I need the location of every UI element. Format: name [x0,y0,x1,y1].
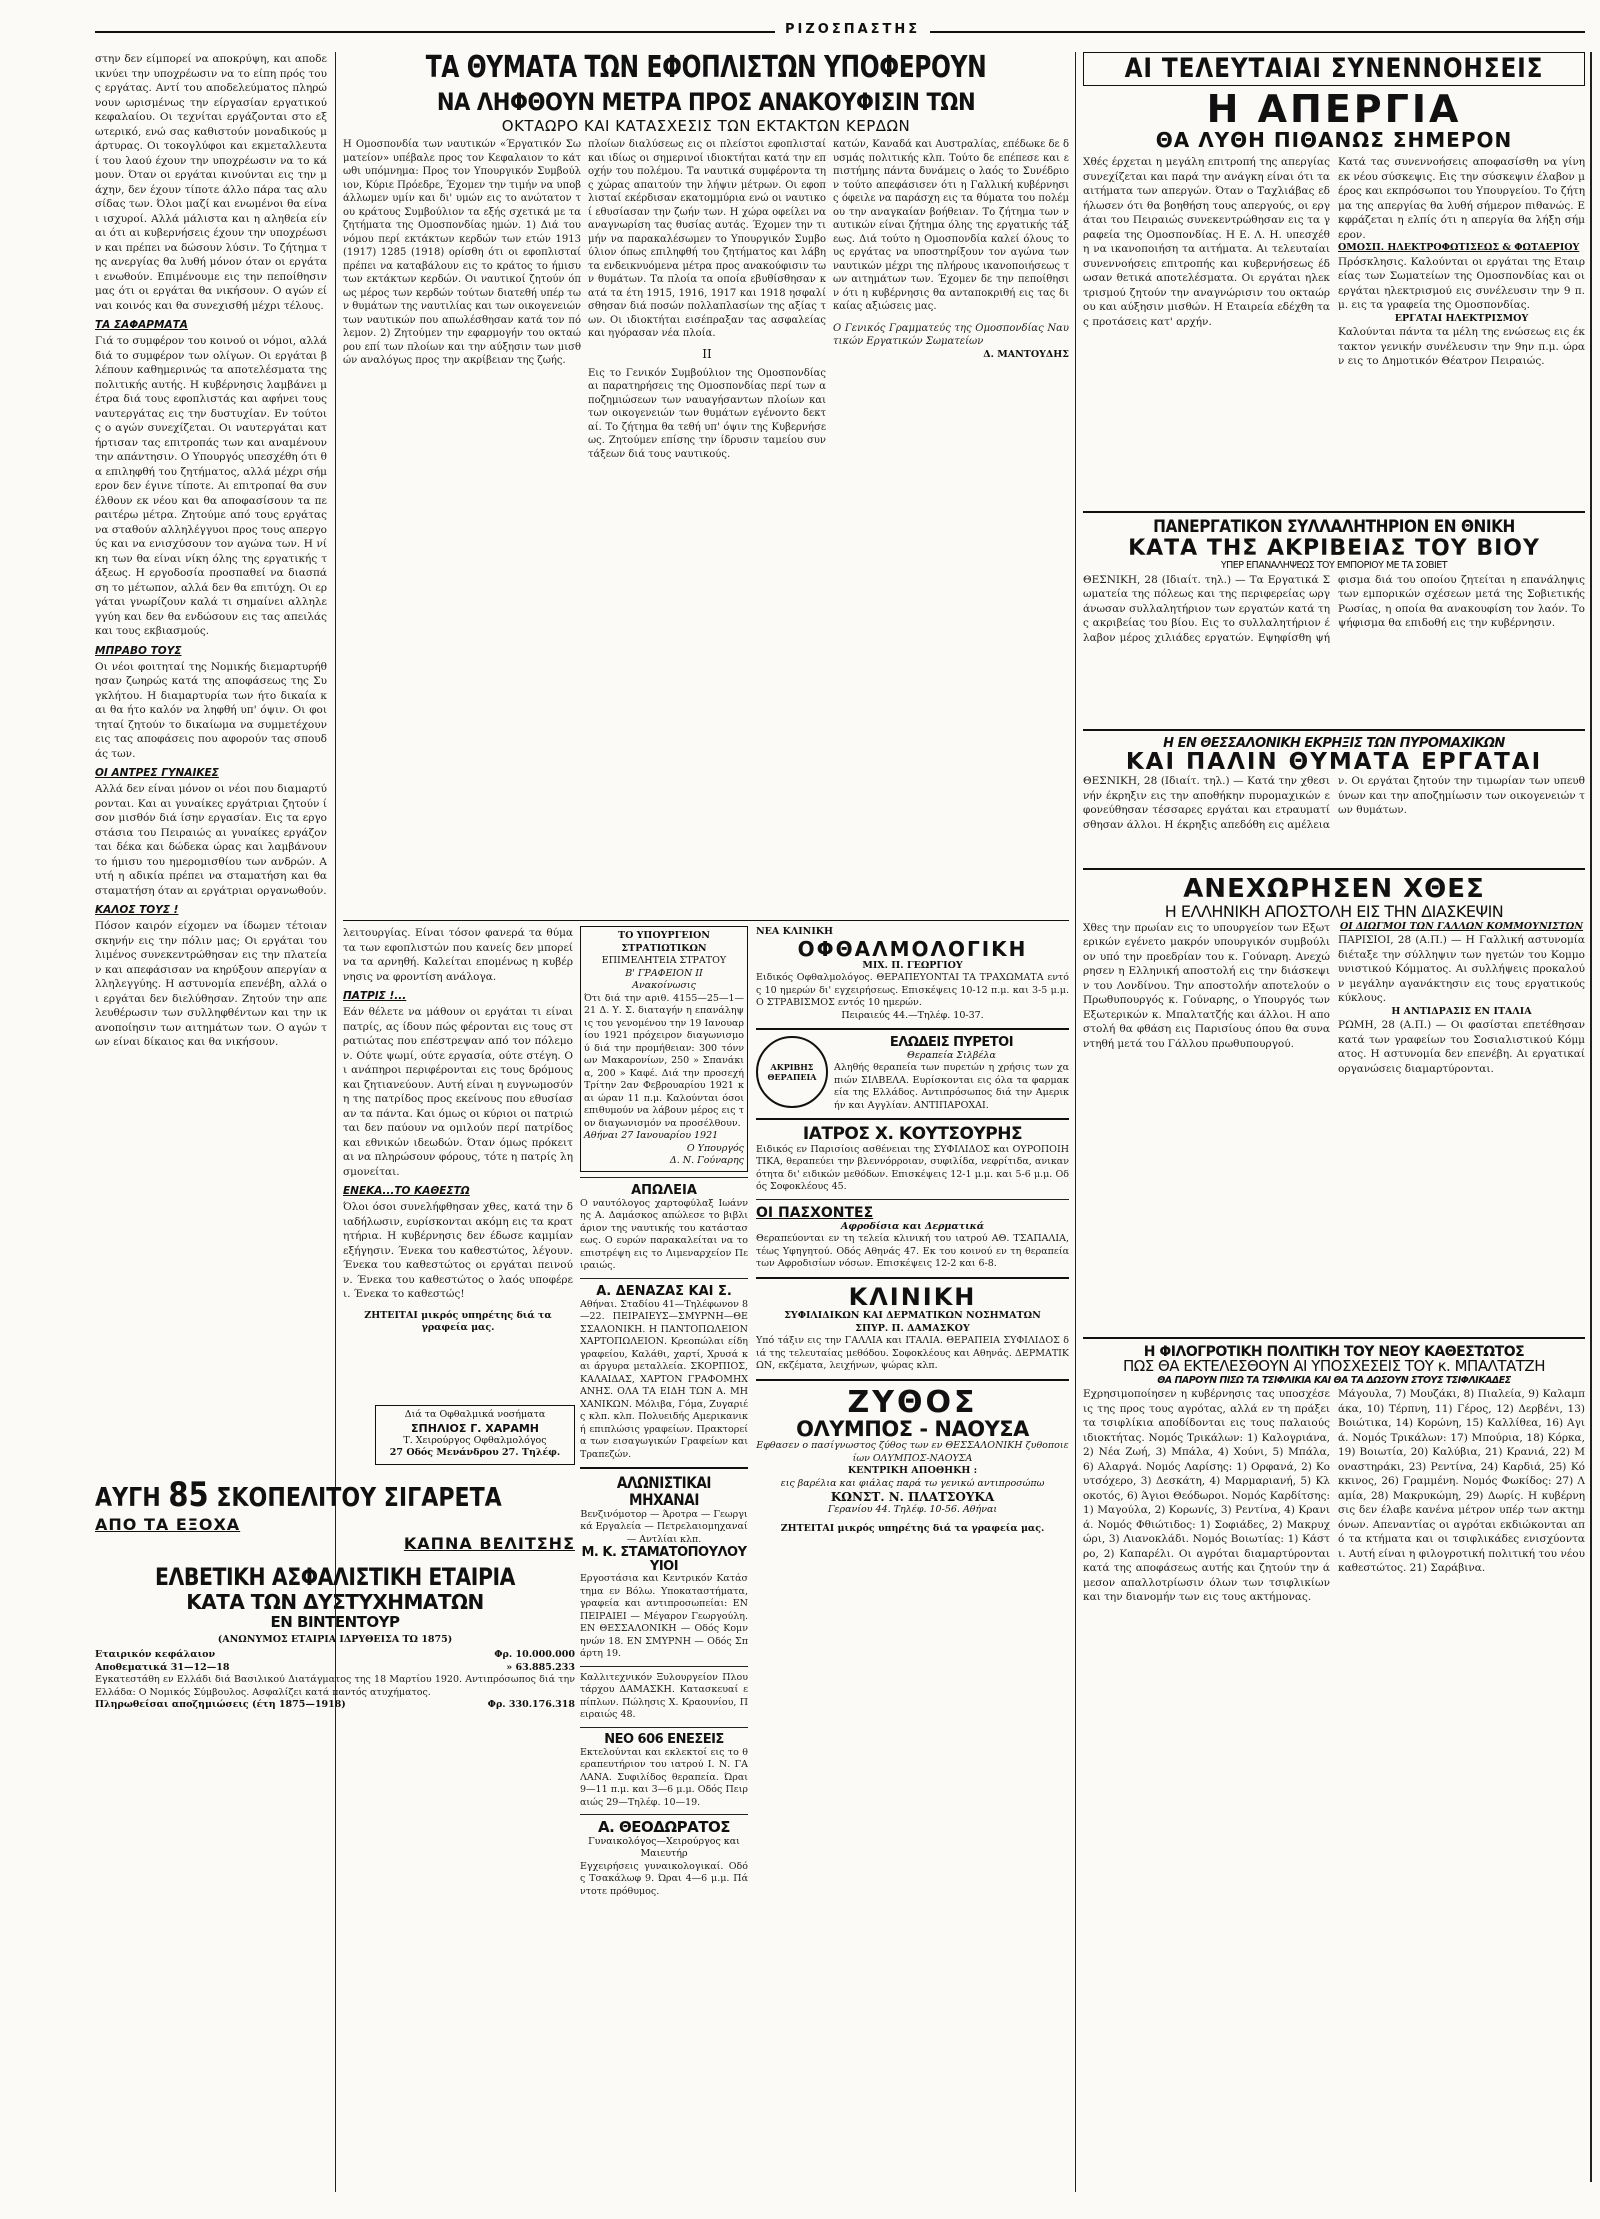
ad-clinic-sub: ΣΥΦΙΛΙΔΙΚΩΝ ΚΑΙ ΔΕΡΜΑΤΙΚΩΝ ΝΟΣΗΜΑΤΩΝ [784,1310,1041,1322]
section-heading: ΤΑ ΣΑΦΑΡΜΑΤΑ [95,319,188,331]
ad-theodoratos-sub: Γυναικολόγος—Χειρούργος και Μαιευτήρ [588,1835,740,1860]
ad-brand: ΑΥΓΗ [95,1483,161,1513]
ad-theodoratos-title: Α. ΘΕΟΔΩΡΑΤΟΣ [598,1818,730,1837]
paid-label: Πληρωθείσαι αποζημιώσεις (έτη 1875—1918) [95,1699,346,1711]
masthead [95,22,1585,42]
divider [343,920,1069,921]
headline-title: ΤΑ ΘΥΜΑΤΑ ΤΩΝ ΕΦΟΠΛΙΣΤΩΝ ΥΠΟΦΕΡΟΥΝ [425,52,987,85]
ad-title-2: ΚΑΤΑ ΤΩΝ ΔΥΣΤΥΧΗΜΑΤΩΝ [186,1590,484,1615]
article-text: ΠΑΡΙΣΙΟΙ, 28 (Α.Π.) — Η Γαλλική αστυνομία διέταξε την σύλληψιν των ηγετών του Κομμουνιστικού Κόμματος. Αι συλλήψεις προκαλούν μεγάλην αγανάκτησιν εις τους εργατικούς κύκλους. [1338,934,1585,1005]
notice-loss-title: ΑΠΩΛΕΙΑ [631,1182,697,1198]
notice-loss-text: Ο ναυτόλογος χαρτοφύλαξ Ιωάννης Α. Δαμάσκος απώλεσε το βιβλιάριον της ναυτικής του κατάστασεως. Ο ευρών παρακαλείται να το επιστρέψη εις το Λιμεναρχείον Πειραιώς. [580,1197,748,1271]
section-heading: ΜΠΡΑΒΟ ΤΟΥΣ [95,644,182,657]
column-3b-ads [756,926,1069,2166]
notice: ΖΗΤΕΙΤΑΙ μικρός υπηρέτης διά τα γραφεία μας. [364,1309,552,1333]
article-text: Χθες την πρωίαν εις το υπουργείον των Εξωτερικών εγένετο μακρόν υπουργικόν συμβούλιον υπό την προεδρίαν του κ. Γούναρη. Ανεχώρησεν η Ελληνική αποστολή εις την διάσκεψιν του Λονδίνου. Την αποστολήν αποτελούν ο Πρωθυπουργός κ. Γούναρης, ο Υπουργός των Εξωτερικών κ. Μπαλτατζής και άλλοι. Η αποστολή θα φθάση εις Παρισίους όπου θα συναντηθή μετά του Γάλλου πρωθυπουργού. [1083,921,1330,1050]
reserves-value: » 63.885.233 [506,1661,575,1673]
ad-clinic-doctor: ΣΠΥΡ. Π. ΔΑΜΑΣΚΟΥ [855,1322,970,1334]
article-text: ΘΕΣΝΙΚΗ, 28 (Ιδιαίτ. τηλ.) — Κατά την χθεσινήν έκρηξιν εις την αποθήκην πυρομαχικών εφονεύθησαν τέσσαρες εργάται και ετραυματίσθησαν άλλοι. Η έκρηξις απεδόθη εις αμέλειαν. Οι εργάται ζητούν την τιμωρίαν των υπευθύνων και την αποζημίωσιν των οικογενειών των θυμάτων. [1083,775,1585,831]
ad-beer-store-text: εις βαρέλια και φιάλας παρά τω γενικώ αντιπροσώπω [780,1477,1045,1489]
ad-agri-sub: Βενζινόμοτορ — Άροτρα — Γεωργικά Εργαλεία — Πετρελαιομηχαναί — Αντλίαι κλπ. [580,1508,748,1545]
column-3-ads [580,926,748,2166]
article-text: Οι νέοι φοιτηταί της Νομικής διεμαρτυρήθησαν ζωηρώς κατά της αποφάσεως της Συγκλήτου. Η διαμαρτυρία των ήτο δικαία και θα ήτο καλόν να ληφθή υπ' όψιν. Οι φοιτηταί ζητούν το δικαίωμα να συμμετέχουν εις τας αποφάσεις που αφορούν τας σπουδάς των. [95,660,327,760]
ad-beer-store: ΚΕΝΤΡΙΚΗ ΑΠΟΘΗΚΗ : [847,1465,978,1477]
section-heading: ΟΜΟΣΠ. ΗΛΕΚΤΡΟΦΩΤΙΣΕΩΣ & ΦΩΤΑΕΡΙΟΥ [1338,242,1580,254]
article-text: Η Ομοσπονδία των ναυτικών «Έργατικόν Σωματείον» υπέβαλε προς τον Κεφαλαιον το κάτωθι υπόμνημα: Προς τον Υπουργικόν Συμβούλιον, Κύριε Πρόεδρε, Έχομεν την τιμήν να υποβάλλωμεν υμίν και δι' υμών εις το ανώτατον του κράτους Συμβούλιον τα εξής σχετικά με τα ζητήματα της Ομοσπονδίας ημών. 1) Διά του νόμου περί εκτάκτων κερδών των ετών 1913 (1917) 1285 (1918) ορίσθη ότι οι εφοπλισταί πρέπει να καταβάλουν εις το κράτος το ήμισυ των εκτάκτων κερδών. Οι ναυτικοί ζητούν όπως μέρος των κερδών τούτων διατεθή υπέρ των θυμάτων της ναυτιλίας και των οικογενειών των ναυτικών που απωλέσθησαν κατά τον πόλεμον. 2) Ζητούμεν την εφαρμογήν του οκταώρου επί των πλοίων και την αύξησιν των μισθών αναλόγως προς την ακρίβειαν της ζωής. [343,139,581,366]
ad-text: Εγκατεστάθη εν Ελλάδι διά Βασιλικού Διατάγματος της 18 Μαρτίου 1920. Αντιπρόσωπος διά την Ελλάδα: Ο Νομικός Σύμβουλος. Ασφαλίζει κατά παντός ατυχήματος. [95,1674,575,1698]
headline-strike-sub: ΘΑ ΛΥΘΗ ΠΙΘΑΝΩΣ ΣΗΜΕΡΟΝ [1155,128,1513,153]
section-heading: Η ΑΝΤΙΔΡΑΣΙΣ ΕΝ ΙΤΑΛΙΑ [1391,1005,1532,1017]
ad-theodoratos-text: Εγχειρήσεις γυναικολογικαί. Οδός Τσακάλωφ 9. Ώραι 4—6 μ.μ. Πάντοτε πρόθυμος. [580,1860,748,1897]
article-text: Εις το Γενικόν Συμβούλιον της Ομοσπονδίας αι παρατηρήσεις της Ομοσπονδίας περί των αποζημιώσεων των ναυαγήσαντων πλοίων και των οικογενειών των θυμάτων εγένοντο δεκταί. Το ζήτημα θα τεθή υπ' όψιν της Κυβερνήσεως. Ζητούμεν επίσης την ίδρυσιν ταμείου συντάξεων διά τους ναυτικούς. [588,367,826,460]
section-heading: ΟΙ ΑΝΤΡΕΣ ΓΥΝΑΙΚΕΣ [95,767,219,779]
notice-army-box [580,926,748,1172]
headline-subtitle: ΝΑ ΛΗΦΘΟΥΝ ΜΕΤΡΑ ΠΡΟΣ ΑΝΑΚΟΥΦΙΣΙΝ ΤΩΝ [436,87,976,116]
article-text: Αλλά δεν είναι μόνον οι νέοι που διαμαρτύρονται. Και αι γυναίκες εργάτριαι ζητούν ίσον μισθόν διά ίσην εργασίαν. Εις τα εργοστάσια του Πειραιώς αι γυναίκες εργάζονται δέκα και δώδεκα ώρας και λαμβάνουν το ήμισυ του ημερομισθίου των ανδρών. Αυτή η αδικία πρέπει να σταματήση και θα σταματήση όταν αι εργάτριαι οργανωθούν. [95,783,327,897]
ad-sufferers-sub: Αφροδίσια και Δερματικά [840,1220,985,1232]
article-text: Χθές έρχεται η μεγάλη επιτροπή της απεργίας συνεχίζεται και παρά την ανάγκη είναι ότι τα αιτήματα των απεργών. Όταν ο Ταχλιάβας εδήλωσεν ότι θα βοηθήση τους απεργούς, οι εργάται του Πειραιώς συνεκεντρώθησαν εις τα γραφεία της Ομοσπονδίας. Η Ε. Λ. Η. υπεσχέθη να ικανοποιήση τα αιτήματα. Αι τελευταίαι συνεννοήσεις επιτροπής και κυβερνήσεως έδωσαν θετικά αποτελέσματα. Οι εργάται ηλεκτρισμού ζητούν την αναγνώρισιν του οκταώρου και αύξησιν μισθών. Η Εταιρεία εδέχθη τας προτάσεις κατ' αρχήν. [1083,156,1330,328]
ad-606-text: Εκτελούνται και εκλεκτοί εις το θεραπευτήριον του ιατρού Ι. Ν. ΓΑΛΑΝΑ. Συφιλίδος θεραπεία. Ώραι 9—11 π.μ. και 3—6 μ.μ. Οδός Πειραιώς 29—Τηλέφ. 10—19. [580,1746,748,1808]
article-text: Καλούνται πάντα τα μέλη της ενώσεως εις έκτακτον γενικήν συνέλευσιν την 9ην π.μ. ώραν εις το Δημοτικόν Θέατρον Πειραιώς. [1338,326,1585,368]
ad-cigarettes [95,1475,575,1555]
article-column-c [833,138,1069,878]
ad-beer-address: Γερανίου 44. Τηλέφ. 10-56. Αθήναι [827,1504,998,1516]
ad-clinic-title: ΚΛΙΝΙΚΗ [848,1282,977,1311]
article-text: Πρόσκλησις. Καλούνται οι εργάται της Εταιρείας των Σωματείων της Ομοσπονδίας και οι εργάται ηλεκτρισμού εις συνέλευσιν την 9 π.μ. εις τα γραφεία της Ομοσπονδίας. [1338,255,1585,312]
ad-sufferers-title: ΟΙ ΠΑΣΧΟΝΤΕΣ [756,1204,874,1221]
ad-agri-firm: Μ. Κ. ΣΤΑΜΑΤΟΠΟΥΛΟΥ ΥΙΟΙ [581,1545,747,1574]
ad-ophthal-title: ΟΦΘΑΛΜΟΛΟΓΙΚΗ [797,936,1028,961]
paid-value: Φρ. 330.176.318 [487,1699,575,1711]
notice-sign: Δ. Ν. Γούναρης [669,1155,744,1166]
headline-title: ΑΙ ΤΕΛΕΥΤΑΙΑΙ ΣΥΝΕΝΝΟΗΣΕΙΣ [1124,53,1544,84]
headline-explosion: Η ΕΝ ΘΕΣΣΑΛΟΝΙΚΗ ΕΚΡΗΞΙΣ ΤΩΝ ΠΥΡΟΜΑΧΙΚΩΝ [1163,735,1505,751]
notice-text: Ότι διά την αριθ. 4155—25—1—21 Δ. Υ. Σ. διαταγήν η επανάληψις του γενομένου την 19 Ιανουαρίου 1921 πρόχειρον διαγωνισμού διά την προμήθειαν: 300 τόννων Μακαρονίων, 250 » Σπανάκια, 200 » Καφέ. Διά την προσεχή Τρίτην 2αν Φεβρουαρίου 1921 και ώραν 11 π.μ. Καλούνται όσοι επιθυμούν να λάβουν μέρος εις τον διαγωνισμόν να προσέλθουν. [584,992,744,1129]
ad-text: Τ. Χειρούργος Οφθαλμολόγος [403,1434,547,1446]
masthead-title: ΡΙΖΟΣΠΑΣΤΗΣ [775,22,930,37]
ad-clinic-text: Υπό τάξιν εις την ΓΑΛΛΙΑ και ΙΤΑΛΙΑ. ΘΕΡΑΠΕΙΑ ΣΥΦΙΛΙΔΟΣ διά της τελευταίας μεθόδου. Σοφοκλέους και Αθηνάς. ΔΕΡΜΑΤΙΚΩΝ, εκζέματα, λειχήνων, ψώρας κλπ. [756,1335,1069,1372]
article-text: πλοίων διαλύσεως εις οι πλείστοι εφοπλισταί και ιδίως οι σημερινοί ιδιοκτήται κατά την εποχήν του πολέμου. Τα ναυτικά συμφέροντα της χώρας απαιτούν την λήψιν μέτρων. Οι εφοπλισταί εκέρδισαν εκατομμύρια ενώ οι ναυτικοί εθυσίασαν την ζωήν των. Η χώρα οφείλει να αναγνωρίση τας θυσίας αυτάς. Έχομεν την τιμήν να παρακαλέσωμεν το Υπουργικόν Συμβούλιον όπως επιληφθή του ζητήματος και λάβη τα ενδεικνυόμενα μέτρα προς ανακούφισιν των θυμάτων. Τα πλοία τα οποία εβυθίσθησαν κατά τα έτη 1915, 1916, 1917 και 1918 ησφαλίσθησαν διά ποσών πολλαπλασίων της αξίας των. Οι ιδιοκτήται εισέπραξαν τας ασφαλείας και ηγόρασαν νέα πλοία. [588,139,826,339]
reserves-label: Αποθεματικά 31—12—18 [95,1661,230,1673]
headline-policy-2: ΠΩΣ ΘΑ ΕΚΤΕΛΕΣΘΟΥΝ ΑΙ ΥΠΟΣΧΕΣΕΙΣ ΤΟΥ κ. ΜΠΑΛΤΑΤΖΗ [1123,1357,1545,1376]
column-4 [1083,52,1585,2192]
ad-kotsouris-text: Ειδικός εν Παρισίοις ασθένειαι της ΣΥΦΙΛΙΔΟΣ και ΟΥΡΟΠΟΙΗΤΙΚΑ, θεραπεύει την βλεννόρροιαν, συφιλίδα, νεφρίτιδα, ανικανότητα δι' ειδικών μεθόδων. Επισκέψεις 12-1 μ.μ. και 5-6 μ.μ. Οδός Σοφοκλέους 45. [756,1143,1069,1193]
headline-box [1083,52,1585,86]
capital-value: Φρ. 10.000.000 [494,1649,575,1661]
article-column-a [343,138,581,918]
headline-mission: ΑΝΕΧΩΡΗΣΕΝ ΧΘΕΣ [1183,874,1485,905]
article-text: ΘΕΣΝΙΚΗ, 28 (Ιδιαίτ. τηλ.) — Τα Εργατικά Σωματεία της πόλεως και της περιφερείας ωργάνωσαν συλλαλητήριον των εργατών κατά της ακριβείας του βίου. Εις το συλλαλητήριον έλαβον μέρος χιλιάδες εργατών. Εψηφίσθη ψήφισμα διά του οποίου ζητείται η επανάληψις των εμπορικών σχέσεων μετά της Σοβιετικής Ρωσίας, η οποία θα ανακουφίση τον λαόν. Το ψήφισμα θα επιδοθή εις την κυβέρνησιν. [1083,573,1585,644]
ad-tagline: ΑΠΟ ΤΑ ΕΞΟΧΑ [95,1515,241,1534]
article-column-b [588,138,826,878]
ad-beer-agent: ΚΩΝΣΤ. Ν. ΠΛΑΤΣΟΥΚΑ [830,1490,995,1505]
seal-icon [756,1036,828,1108]
article-text: Κατά τας συνεννοήσεις αποφασίσθη να γίνη εκ νέου σύσκεψις. Εις την σύσκεψιν έλαβον μέρος και εκπρόσωποι του Υπουργείου. Το ζήτημα της απεργίας θα λυθή σήμερον πιθανώς. Εκφράζεται η ελπίς ότι η απεργία θα λήξη σήμερον. [1338,156,1585,241]
ad-ophthalmic-box [375,1405,575,1465]
section-heading: ΟΙ ΔΙΩΓΜΟΙ ΤΩΝ ΓΑΛΛΩΝ ΚΟΜΜΟΥΝΙΣΤΩΝ [1339,920,1584,932]
capital-label: Εταιρικόν κεφάλαιον [95,1649,216,1661]
column-1 [95,52,327,2192]
ad-fever-text: Αληθής θεραπεία των πυρετών η χρήσις των χαπιών ΣΙΛΒΕΛΑ. Ευρίσκονται εις όλα τα φαρμακεία της Ελλάδος. Αντιπρόσωπος διά την Αμερικήν και Αγγλίαν. ΑΝΤΙΠΑΡΟΧΑΙ. [834,1062,1069,1111]
ad-number: 85 [168,1475,209,1515]
notice-sign-title: Ο Υπουργός [686,1142,744,1154]
ad-ophthal-pre: ΝΕΑ ΚΛΙΝΙΚΗ [756,926,834,937]
ad-beer-text: Εφθασεν ο πασίγνωστος ζύθος των εν ΘΕΣΣΑΛΟΝΙΚΗ ζυθοποιείων ΟΛΥΜΠΟΣ-ΝΑΟΥΣΑ [756,1440,1069,1464]
article-text: Πόσον καιρόν είχομεν να ίδωμεν τέτοιαν σκηνήν εις την πόλιν μας; Οι εργάται του λιμένος συνεκεντρώθησαν εις την πλατείαν και απεφάσισαν να κηρύξουν απεργίαν αλληλεγγύης. Η αστυνομία επενέβη, αλλά οι εργάται δεν διελύθησαν. Ζητούν την απελευθέρωσιν των συλληφθέντων και την ικανοποίησιν των αιτημάτων των. Ο αγών των είναι δίκαιος και θα νικήσουν. [95,920,327,1048]
notice-date: Αθήναι 27 Ιανουαρίου 1921 [584,1130,719,1141]
article-text: Εάν θέλετε να μάθουν οι εργάται τι είναι πατρίς, ας ίδουν πώς φέρονται εις τους στρατιώτας που επέστρεψαν από τον πόλεμον. Ούτε ψωμί, ούτε εργασία, ούτε στέγη. Οι ανάπηροι περιφέρονται εις τους δρόμους και ζητιανεύουν. Αυτή είναι η ευγνωμοσύνη της πατρίδος προς εκείνους που εθυσίασαν τα πάντα. Και όμως οι κύριοι οι πατριώται δεν παύουν να ομιλούν περί πατρίδος και εθνικών ιδεωδών. Όταν όμως πρόκειται να πληρώσουν φόρους, τότε η πατρίς λησμονείται. [343,1006,573,1178]
notice-subtitle: ΕΠΙΜΕΛΗΤΕΙΑ ΣΤΡΑΤΟΥ [601,955,727,966]
headline-deck: ΟΚΤΑΩΡΟ ΚΑΙ ΚΑΤΑΣΧΕΣΙΣ ΤΩΝ ΕΚΤΑΚΤΩΝ ΚΕΡΔΩΝ [501,116,911,132]
ad-beer-title-2: ΟΛΥΜΠΟΣ - ΝΑΟΥΣΑ [796,1417,1029,1442]
ad-606-title: ΝΕΟ 606 ΕΝΕΣΕΙΣ [604,1731,724,1747]
ad-beer-title: ΖΥΘΟΣ [847,1384,978,1420]
ad-subtitle: (ΑΝΩΝΥΜΟΣ ΕΤΑΙΡΙΑ ΙΔΡΥΘΕΙΣΑ ΤΩ 1875) [217,1633,453,1645]
ad-agri-text: Εργοστάσια και Κεντρικόν Κατάστημα εν Βόλω. Υποκαταστήματα, γραφεία και αντιπροσωπείαι: ΕΝ ΠΕΙΡΑΙΕΙ — Μέγαρον Γεωργούλη. ΕΝ ΘΕΣΣΑΛΟΝΙΚΗ — Οδός Κομνηνών 18. ΕΝ ΣΜΥΡΝΗ — Οδός Σπάρτη 19. [580,1573,748,1660]
ad-agri-title: ΑΛΩΝΙΣΤΙΚΑΙ ΜΗΧΑΝΑΙ [616,1473,712,1509]
ad-text: Διά τα Οφθαλμικά νοσήματα [404,1409,546,1420]
article-text: στην δεν είμπορεί να αποκρύψη, και αποδεικνύει την υποχρέωσιν να το είπη πρός τους εργάτας. Αντί του αποδελεύματος πληρώνουν ωρισμένως την είργασίαν εργατικού κεφαλαίου. Οι τεχνίται εργάζονται στο εξωτερικό, ενώ σας καθιστούν μοναδικούς μάρτυρας. Οι τοκογλύφοι και εκμεταλλευταί του λαού έχουν την υποχρέωσιν να το κάμουν. Όταν οι εργάται κινούνται εις την μάχην, δεν έχουν τίποτε άλλο πάρα τας αλυσίδας των. Όλοι μαζί και ενωμένοι θα είναι ισχυροί. Αλλά μάλιστα και η αληθεία είναι ότι αι κυβερνήσεις έχουν την υποχρέωσιν και πρέπει να δώσουν λύσιν. Το ζήτημα της ανεργίας θα λυθή μόνον όταν οι εργάται ενωθούν. Επιμένουμε εις την πεποίθησιν μας ότι οι εργάται θα νικήσουν. Ο αγών είναι κοινός και θα συνεχισθή μέχρι τέλους. [95,53,327,312]
ad-product: ΣΚΟΠΕΛΙΤΟΥ ΣΙΓΑΡΕΤΑ [216,1483,502,1513]
headline-rally-3: ΥΠΕΡ ΕΠΑΝΑΛΗΨΕΩΣ ΤΟΥ ΕΜΠΟΡΙΟΥ ΜΕ ΤΑ ΣΟΒΙΕΤ [1220,560,1448,572]
ad-title-3: ΕΝ ΒΙΝΤΕΝΤΟΥΡ [270,1613,400,1632]
ad-fever-sub: Θεραπεία Σιλβέλα [907,1049,996,1061]
notice: ΖΗΤΕΙΤΑΙ μικρός υπηρέτης διά τα γραφεία μας. [780,1522,1045,1534]
ad-fever-title: ΕΛΩΔΕΙΣ ΠΥΡΕΤΟΙ [889,1035,1014,1050]
ad-name: ΣΠΗΛΙΟΣ Γ. ΧΑΡΑΜΗ [411,1421,539,1435]
ad-carpentry-text: Καλλιτεχνικόν Ξυλουργείον Πλουτάρχου ΔΑΜΑΣΚΗ. Κατασκευαί επίπλων. Πώλησις Χ. Κραουνίου, Πειραιώς 48. [580,1671,748,1721]
headline-policy-3: ΘΑ ΠΑΡΟΥΝ ΠΙΣΩ ΤΑ ΤΣΙΦΛΙΚΙΑ ΚΑΙ ΘΑ ΤΑ ΔΩΣΟΥΝ ΣΤΟΥΣ ΤΣΙΦΛΙΚΑΔΕΣ [1157,1374,1511,1386]
headline-rally: ΠΑΝΕΡΓΑΤΙΚΟΝ ΣΥΛΛΑΛΗΤΗΡΙΟΝ ΕΝ ΘΝΙΚΗ [1153,517,1515,538]
article-text: κατών, Καναδά και Αυστραλίας, επέδωκε δε δυσμάς πολιτικής κλπ. Τούτο δε επέπεσε και επιστήμης πάντα δυνάμεις ο λαός το Συνέδριον τούτο απεφάσισεν ότι η Γαλλική κυβέρνησις όφειλε να παράσχη εις τα θύματα του πολέμου την αναγκαίαν βοήθειαν. Το ζήτημα των ναυτικών είναι ζήτημα όλης της εργατικής τάξεως. Διά τούτο η Ομοσπονδία καλεί όλους τους εργάτας να υποστηρίξουν τον αγώνα των ναυτικών μέχρι της πλήρους ικανοποιήσεως των αιτημάτων των. Έχομεν δε την πεποίθησιν ότι η κυβέρνησις θα ανταποκριθή εις τας δικαίας αξιώσεις μας. [833,139,1069,312]
headline-policy: Η ΦΙΛΟΓΡΟΤΙΚΗ ΠΟΛΙΤΙΚΗ ΤΟΥ ΝΕΟΥ ΚΑΘΕΣΤΩΤΟΣ [1143,1343,1525,1360]
article-text: ΡΩΜΗ, 28 (Α.Π.) — Οι φασίσται επετέθησαν κατά των γραφείων του Σοσιαλιστικού Κόμματος. Η αστυνομία δεν επενέβη. Αι εργατικαί οργανώσεις διαμαρτύρονται. [1338,1019,1585,1075]
page-edge-rule [1590,52,1592,2182]
section-heading: ΕΝΕΚΑ...ΤΟ ΚΑΘΕΣΤΩ [343,1185,470,1197]
notice-subtitle-3: Ανακοίνωσις [632,980,696,991]
article-text: Γιά το συμφέρον του κοινού οι νόμοι, αλλά διά το συμφέρον των ολίγων. Οι εργάται βλέπουν καθημερινώς τα αποτελέσματα της πολιτικής αυτής. Η κυβέρνησις λαμβάνει μέτρα διά τους εφοπλιστάς και αφήνει τους ναυτεργάτας εις την δυστυχίαν. Εν τούτοις ο αγών συνεχίζεται. Οι ναυτεργάται κατήρτισαν τας επιτροπάς των και αναμένουν την απάντησιν. Ο Υπουργός υπεσχέθη ότι θα επιληφθή του ζητήματος, αλλά μέχρι σήμερον δεν έγινε τίποτε. Αι επιτροπαί θα συνέλθουν εκ νέου και θα αποφασίσουν τα περαιτέρω μέτρα. Ζητούμε από τους εργάτας να σταθούν αλληλέγγυοι προς τους απεργούς και να ενισχύσουν τον αγώνα των. Η νίκη των θα είναι νίκη όλης της εργατικής τάξεως. Η εργοδοσία προσπαθεί να διασπάση το μέτωπον, αλλά δεν θα επιτύχη. Οι εργάται γνωρίζουν καλά τι σημαίνει αλληλεγγύη και δεν θα ενδώσουν εις τας απειλάς και τους εκβιασμούς. [95,335,327,637]
headline-explosion-2: ΚΑΙ ΠΑΛΙΝ ΘΥΜΑΤΑ ΕΡΓΑΤΑΙ [1125,749,1543,776]
signature: Δ. ΜΑΝΤΟΥΔΗΣ [983,348,1069,360]
section-heading: ΠΑΤΡΙΣ !... [343,990,407,1002]
headline-rally-2: ΚΑΤΑ ΤΗΣ ΑΚΡΙΒΕΙΑΣ ΤΟΥ ΒΙΟΥ [1128,536,1540,562]
ad-insurance [95,1565,575,1765]
headline-mission-2: Η ΕΛΛΗΝΙΚΗ ΑΠΟΣΤΟΛΗ ΕΙΣ ΤΗΝ ΔΙΑΣΚΕΨΙΝ [1164,901,1504,921]
ad-sufferers-text: Θεραπεύονται εν τη τελεία κλινική του ιατρού ΑΘ. ΤΣΑΠΑΛΙΑ, τέως Υφηγητού. Οδός Αθηνάς 47. Εκ του κοινού εν τη θεραπεία των Αφροδισίων νόσων. Επισκέψεις 12-2 και 6-8. [756,1233,1069,1270]
ad-address: 27 Οδός Μενάνδρου 27. Τηλέφ. [389,1447,561,1458]
signature-title: Ο Γενικός Γραμματεύς της Ομοσπονδίας Ναυτικών Εργατικών Σωματείων [833,322,1069,347]
notice-title: ΤΟ ΥΠΟΥΡΓΕΙΟΝ ΣΤΡΑΤΙΩΤΙΚΩΝ [618,930,710,954]
section-heading: ΕΡΓΑΤΑΙ ΗΛΕΚΤΡΙΣΜΟΥ [1394,312,1529,324]
ad-kotsouris-title: ΙΑΤΡΟΣ Χ. ΚΟΥΤΣΟΥΡΗΣ [802,1124,1023,1145]
ad-tagline-2: ΚΑΠΝΑ ΒΕΛΙΤΣΗΣ [403,1534,575,1553]
seal-text: ΑΚΡΙΒΗΣ ΘΕΡΑΠΕΙΑ [767,1062,817,1082]
ad-denazas-text: Αθήναι. Σταδίου 41—Τηλέφωνον 8—22. ΠΕΙΡΑΙΕΥΣ—ΣΜΥΡΝΗ—ΘΕΣΣΑΛΟΝΙΚΗ. Η ΠΑΝΤΟΠΩΛΕΙΟΝ ΧΑΡΤΟΠΩΛΕΙΟΝ. Κρεοπώλαι είδη γραφείου, Καλάθι, χαρτί, Χρυσά και άργυρα μεταλλεία. ΣΚΟΡΠΙΟΣ, ΚΑΛΑΙΔΑΣ, ΧΑΡΤΟΝ ΓΡΑΦΟΜΗΧΑΝΗΣ. ΟΛΑ ΤΑ ΕΙΔΗ ΤΩΝ Α. ΜΗΧΑΝΙΚΩΝ. Μόλιβα, Γόμα, Ζυγαριές κλπ. κλπ. Πολυειδής Αμερικανική επιπλώσις γραφείων. Πρακτορεία των εισαγωγικών Γραφείων και Τραπεζών. [580,1298,748,1460]
section-heading: ΚΑΛΟΣ ΤΟΥΣ ! [95,904,179,916]
article-text: Όλοι όσοι συνελήφθησαν χθες, κατά την διαδήλωσιν, ευρίσκονται ακόμη εις τα κρατητήρια. Η κυβέρνησις δεν έδωσε καμμίαν εξήγησιν. Ένεκα του καθεστώτος, λέγουν. Ένεκα του καθεστώτος οι εργάται πεινούν. Ένεκα του καθεστώτος ο λαός υποφέρει. Ένεκα το καθεστώς! [343,1201,573,1300]
ad-title: ΕΛΒΕΤΙΚΗ ΑΣΦΑΛΙΣΤΙΚΗ ΕΤΑΙΡΙΑ [154,1565,516,1591]
article-text: λειτουργίας. Είναι τόσον φανερά τα θύματα των εφοπλιστών που κανείς δεν μπορεί να τα αρνηθή. Καλείται επομένως η κυβέρνησις να φροντίση ανάλογα. [343,927,573,983]
article-text: Εχρησιμοποίησεν η κυβέρνησις τας υποσχέσεις της προς τους αγρότας, αλλά εν τη πράξει τα τσιφλίκια αποδίδονται εις τους παλαιούς ιδιοκτήτας. Νομός Τρικάλων: 1) Καλογριάνα, 2) Νέα Ζωή, 3) Μπάλα, 4) Χούνι, 5) Μπάλα, 6) Αλαργά. Νομός Λαρίσης: 1) Ορφανά, 2) Κουτσόχερο, 3) Δεσκάτη, 4) Μαρμαριανή, 5) Κλοκοτός, 6) Άγιοι Θεόδωροι. Νομός Καρδίτσης: 1) Μαγούλα, 2) Κορωνίς, 3) Ρεντίνα, 4) Κρανιά. Νομός Φθιώτιδος: 1) Σοφιάδες, 2) Μακρυχώρι, 3) Λιανοκλάδι. Νομός Βοιωτίας: 1) Κάστρο, 2) Καπαρέλι. Οι αγρόται διαμαρτύρονται κατά της αποφάσεως αυτής και ζητούν την άμεσον απαλλοτρίωσιν όλων των τσιφλικίων και την διανομήν των εις τους ακτήμονας. [1083,1388,1330,1604]
section-mark: ΙΙ [702,346,712,361]
notice-subtitle-2: Β' ΓΡΑΦΕΙΟΝ ΙΙ [625,967,703,979]
ad-ophthal-text: Ειδικός Οφθαλμολόγος. ΘΕΡΑΠΕΥΟΝΤΑΙ ΤΑ ΤΡΑΧΩΜΑΤΑ εντός 10 ημερών δι' εγχειρήσεως. Επισκέψεις 10-12 π.μ. και 3-5 μ.μ. Ο ΣΤΡΑΒΙΣΜΟΣ εντός 10 ημερών. [756,972,1069,1008]
ad-ophthal-address: Πειραιεύς 44.—Τηλέφ. 10-37. [841,1009,984,1021]
column-rule [335,52,336,2192]
ad-ophthal-doctor: ΜΙΧ. Π. ΓΕΩΡΓΙΟΥ [862,959,963,971]
column-rule [1075,52,1076,2192]
headline-strike: Η ΑΠΕΡΓΙΑ [1206,87,1462,132]
ad-denazas-title: Α. ΔΕΝΑΖΑΣ ΚΑΙ Σ. [596,1283,732,1299]
article-text: Μάγουλα, 7) Μουζάκι, 8) Πιαλεία, 9) Καλαμπάκα, 10) Τέρπνη, 11) Γέρος, 12) Δερβένι, 13) Βοιώτικα, 14) Κορώνη, 15) Καλλίθεα, 16) Αγιά. Νομός Τρικάλων: 17) Μπούρια, 18) Κόρκα, 19) Βοιωτία, 20) Καλύβια, 21) Κρανιά, 22) Μοναστηράκι, 23) Ρεντίνα, 24) Καρδιά, 25) Κόκκινος, 26) Γραμμένη. Νομός Φωκίδος: 27) Λαμία, 28) Μακρυκώμη, 29) Δωρίς. Η κυβέρνησις δεν έλαβε κανένα μέτρον υπέρ των ακτημόνων. Απεναντίας οι αγρόται εκδιώκονται από τα κτήματα και οι τσιφλικάδες ενισχύονται. Αυτή είναι η φιλογροτική πολιτική του νέου καθεστώτος. 21) Σαράβινα. [1338,1388,1585,1575]
main-headline [343,52,1069,132]
